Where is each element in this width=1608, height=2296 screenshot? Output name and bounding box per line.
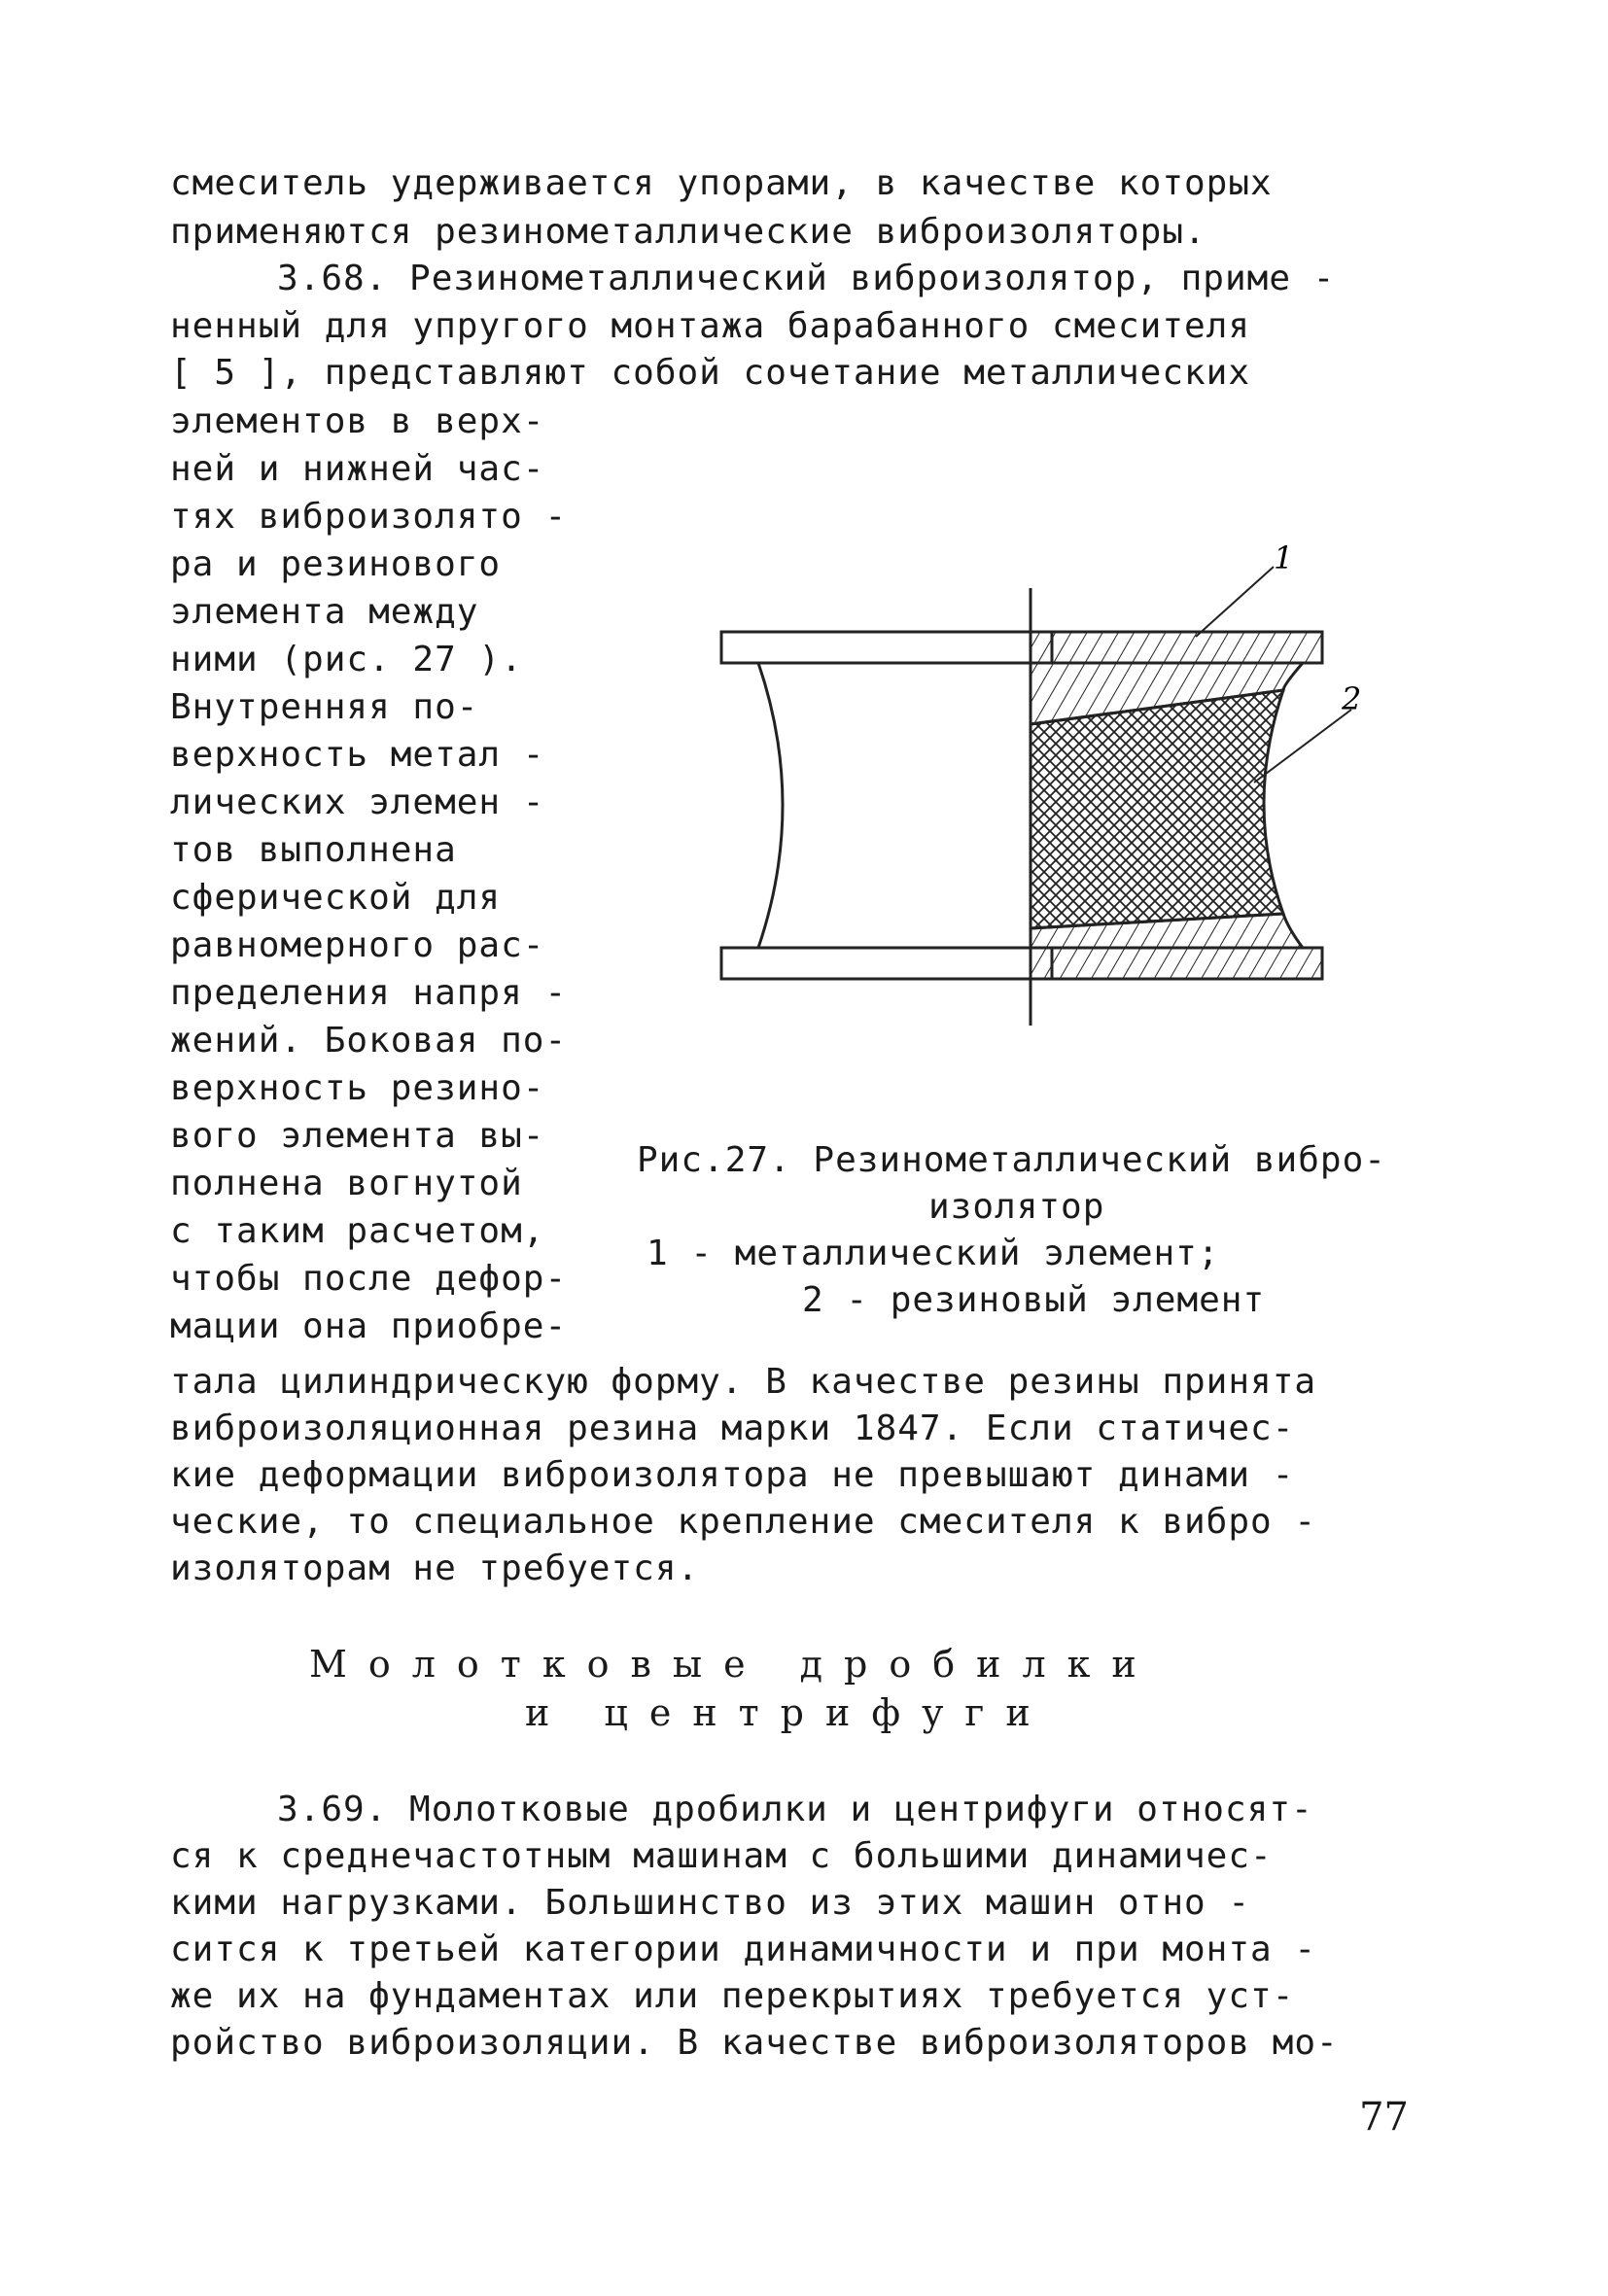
text-line: же их на фундаментах или перекрытиях требуется уст- — [170, 1976, 1295, 2016]
wrapped-text-line: вого элемента вы- — [170, 1116, 545, 1156]
wrapped-text-line: чтобы после дефор- — [170, 1259, 568, 1299]
top-flange-right — [1031, 632, 1322, 663]
wrapped-text-line: пределения напря - — [170, 973, 568, 1013]
text-line: изоляторам не требуется. — [170, 1548, 700, 1588]
wrapped-text-line: ней и нижней час- — [170, 449, 545, 489]
text-line: ся к среднечастотным машинам с большими динамичес- — [170, 1836, 1273, 1876]
text-line: ройство виброизоляции. В качестве виброизоляторов мо- — [170, 2023, 1339, 2063]
wrapped-text-line: Внутренняя по- — [170, 687, 479, 727]
wrapped-text-line: тов выполнена — [170, 830, 457, 870]
leader-1 — [1196, 567, 1274, 637]
text-line: применяются резинометаллические виброизоляторы. — [170, 212, 1206, 252]
bottom-flange-left — [721, 948, 1052, 979]
text-line: ческие, то специальное крепление смесителя к вибро - — [170, 1502, 1317, 1542]
bottom-flange-right — [1031, 948, 1322, 979]
vibration-isolator-figure — [700, 539, 1361, 1035]
wrapped-text-line: сферической для — [170, 878, 502, 918]
text-line: виброизоляционная резина марки 1847. Если статичес- — [170, 1409, 1295, 1448]
figure-caption-title-cont: изолятор — [928, 1187, 1105, 1227]
figure-caption-item-1: 1 - металлический элемент; — [647, 1234, 1220, 1273]
wrapped-text-line: равномерного рас- — [170, 925, 545, 965]
wrapped-text-line: жений. Боковая по- — [170, 1021, 568, 1061]
wrapped-text-line: верхность резино- — [170, 1068, 545, 1108]
wrapped-text-line: лических элемен - — [170, 783, 545, 822]
figure-label-2: 2 — [1342, 680, 1361, 717]
figure-label-1: 1 — [1274, 539, 1294, 576]
figure-caption-title: Рис.27. Резинометаллический вибро- — [637, 1140, 1386, 1180]
wrapped-text-line: мации она приобре- — [170, 1306, 568, 1346]
text-line: ненный для упругого монтажа барабанного смесителя — [170, 306, 1251, 346]
section-heading-line2: и центрифуги — [525, 1691, 1052, 1734]
wrapped-text-line: полнена вогнутой — [170, 1164, 523, 1203]
text-line: сится к третьей категории динамичности и при монта - — [170, 1930, 1317, 1969]
text-line: тала цилиндрическую форму. В качестве резины принята — [170, 1362, 1317, 1402]
wrapped-text-line: верхность метал - — [170, 735, 545, 775]
paragraph-start: 3.69. Молотковые дробилки и центрифуги относят- — [277, 1790, 1313, 1829]
text-line: смеситель удерживается упорами, в качестве которых — [170, 163, 1273, 203]
wrapped-text-line: элемента между — [170, 592, 479, 632]
wrapped-text-line: тях виброизолято - — [170, 497, 568, 537]
wrapped-text-line: ра и резинового — [170, 544, 502, 584]
text-line: [ 5 ], представляют собой сочетание металлических — [170, 353, 1251, 393]
left-body — [758, 663, 1031, 948]
text-line: кие деформации виброизолятора не превышают динами - — [170, 1455, 1295, 1495]
wrapped-text-line: элементов в верх- — [170, 401, 545, 441]
text-line: кими нагрузками. Большинство из этих машин отно - — [170, 1883, 1251, 1923]
page-number: 77 — [1359, 2095, 1409, 2139]
figure-caption-item-2: 2 - резиновый элемент — [802, 1280, 1266, 1320]
section-heading-line1: Молотковые дробилки — [309, 1643, 1158, 1686]
top-flange-left — [721, 632, 1052, 663]
paragraph-start: 3.68. Резинометаллический виброизолятор, приме - — [277, 259, 1336, 298]
wrapped-text-line: с таким расчетом, — [170, 1211, 545, 1251]
rubber-element — [1031, 690, 1283, 928]
wrapped-text-line: ними (рис. 27 ). — [170, 640, 523, 679]
